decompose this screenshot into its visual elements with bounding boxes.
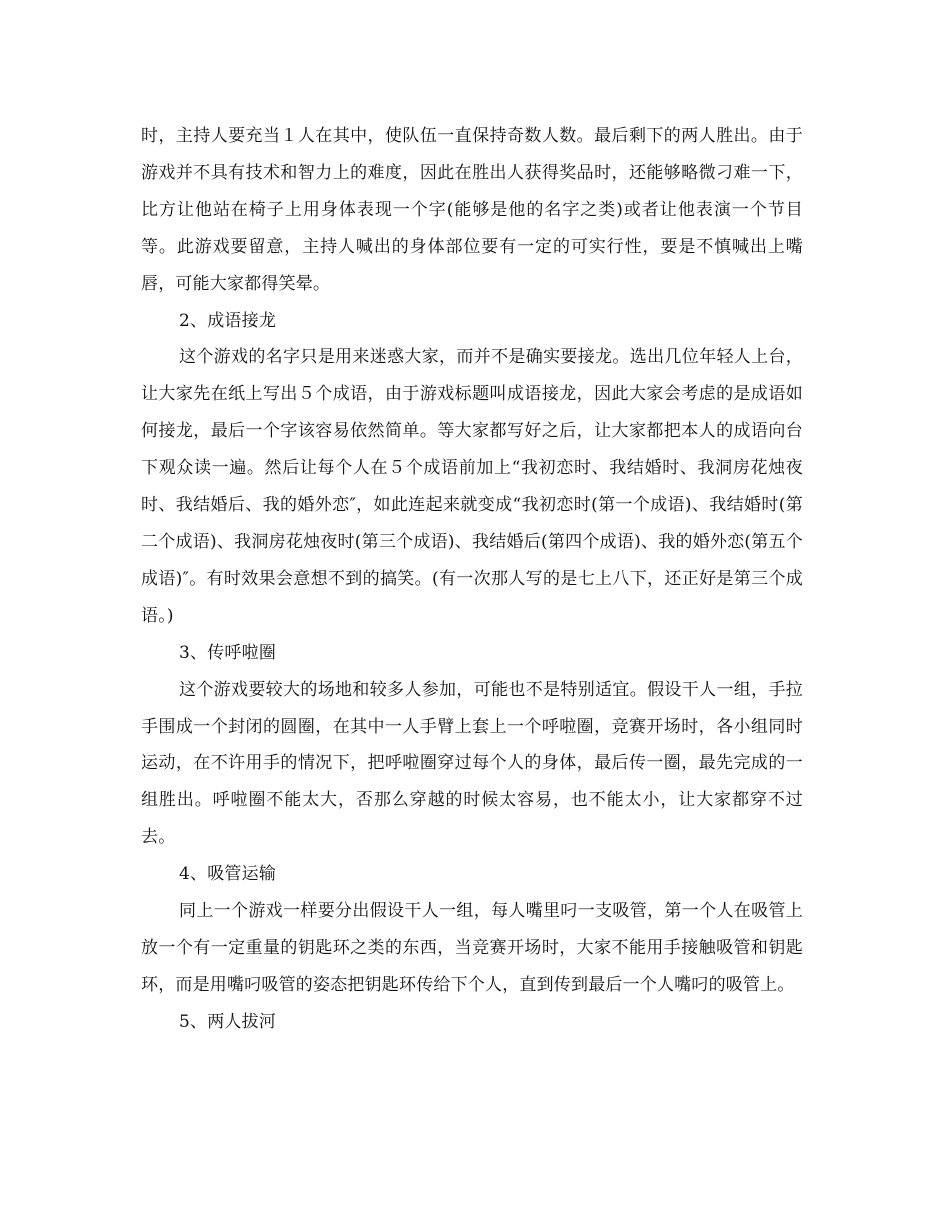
section-heading-straw-relay: 4、吸管运输 — [179, 864, 277, 885]
section-heading-hula-hoop: 3、传呼啦圈 — [179, 642, 277, 663]
document-body — [141, 118, 803, 1041]
paragraph-body: 同上一个游戏一样要分出假设干人一组，每人嘴里叼一支吸管，第一个人在吸管上放一个有一定重量的钥匙环之类的东西，当竞赛开场时，大家不能用手接触吸管和钥匙环，而是用嘴叼吸管的姿态把钥匙环传给下个人，直到传到最后一个人嘴叼的吸管上。 — [141, 901, 803, 995]
section-heading-idiom-chain: 2、成语接龙 — [179, 310, 277, 331]
paragraph-body: 这个游戏要较大的场地和较多人参加，可能也不是特别适宜。假设干人一组，手拉手围成一个封闭的圆圈，在其中一人手臂上套上一个呼啦圈，竞赛开场时，各小组同时运动，在不许用手的情况下，把呼啦圈穿过每个人的身体，最后传一圈，最先完成的一组胜出。呼啦圈不能太大，否那么穿越的时候太容易，也不能太小，让大家都穿不过去。 — [141, 679, 803, 848]
paragraph-body: 时，主持人要充当１人在其中，使队伍一直保持奇数人数。最后剩下的两人胜出。由于游戏并不具有技术和智力上的难度，因此在胜出人获得奖品时，还能够略微刁难一下，比方让他站在椅子上用身体表现一个字(能够是他的名字之类)或者让他表演一个节目等。此游戏要留意，主持人喊出的身体部位要有一定的可实行性，要是不慎喊出上嘴唇，可能大家都得笑晕。 — [141, 126, 803, 294]
paragraph-body: 这个游戏的名字只是用来迷惑大家，而并不是确实要接龙。选出几位年轻人上台，让大家先在纸上写出５个成语，由于游戏标题叫成语接龙，因此大家会考虑的是成语如何接龙，最后一个字该容易依然简单。等大家都写好之后，让大家都把本人的成语向台下观众读一遍。然后让每个人在５个成语前加上“我初恋时、我结婚时、我洞房花烛夜时、我结婚后、我的婚外恋″，如此连起来就变成“我初恋时(第一个成语)、我结婚时(第二个成语)、我洞房花烛夜时(第三个成语)、我结婚后(第四个成语)、我的婚外恋(第五个成语)″。有时效果会意想不到的搞笑。(有一次那人写的是七上八下，还正好是第三个成语。) — [141, 347, 803, 626]
section-heading-tug-of-war: 5、两人拔河 — [179, 1011, 277, 1032]
